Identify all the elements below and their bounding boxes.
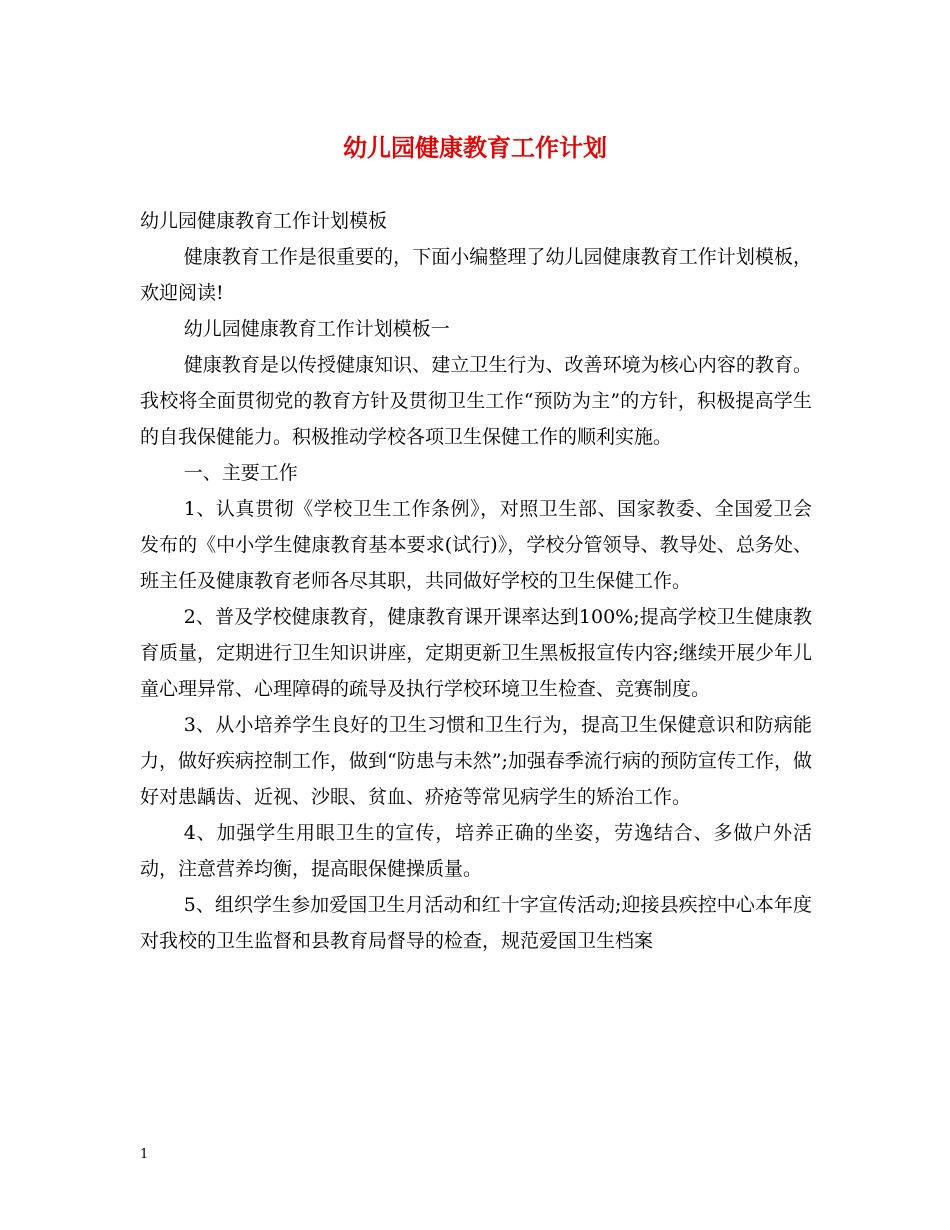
section-heading-template-one: 幼儿园健康教育工作计划模板一: [183, 318, 450, 340]
page-title: 幼儿园健康教育工作计划: [343, 133, 607, 162]
list-item-5: 5、组织学生参加爱国卫生月活动和红十字宣传活动;迎接县疾控中心本年度对我校的卫生监督和县教育局督导的检查，规范爱国卫生档案: [140, 894, 812, 952]
list-item-4: 4、加强学生用眼卫生的宣传，培养正确的坐姿，劳逸结合、多做户外活动，注意营养均衡，提高眼保健操质量。: [140, 822, 812, 880]
body-paragraph: 健康教育是以传授健康知识、建立卫生行为、改善环境为核心内容的教育。我校将全面贯彻党的教育方针及贯彻卫生工作“预防为主”的方针，积极提高学生的自我保健能力。积极推动学校各项卫生保健工作的顺利实施。: [140, 354, 812, 448]
document-body: [140, 203, 812, 959]
page-number: 1: [140, 1147, 149, 1162]
subtitle-paragraph: 幼儿园健康教育工作计划模板: [140, 210, 388, 232]
list-item-1: 1、认真贯彻《学校卫生工作条例》，对照卫生部、国家教委、全国爱卫会发布的《中小学生健康教育基本要求(试行)》，学校分管领导、教导处、总务处、班主任及健康教育老师各尽其职，共同做好学校的卫生保健工作。: [140, 498, 812, 592]
list-item-3: 3、从小培养学生良好的卫生习惯和卫生行为，提高卫生保健意识和防病能力，做好疾病控制工作，做到“防患与未然”;加强春季流行病的预防宣传工作，做好对患龋齿、近视、沙眼、贫血、疥疮等常见病学生的矫治工作。: [140, 714, 812, 808]
section-heading-main-work: 一、主要工作: [183, 462, 298, 484]
list-item-2: 2、普及学校健康教育，健康教育课开课率达到100%;提高学校卫生健康教育质量，定期进行卫生知识讲座，定期更新卫生黑板报宣传内容;继续开展少年儿童心理异常、心理障碍的疏导及执行学校环境卫生检查、竞赛制度。: [140, 606, 812, 700]
intro-paragraph: 健康教育工作是很重要的，下面小编整理了幼儿园健康教育工作计划模板，欢迎阅读!: [140, 246, 812, 304]
